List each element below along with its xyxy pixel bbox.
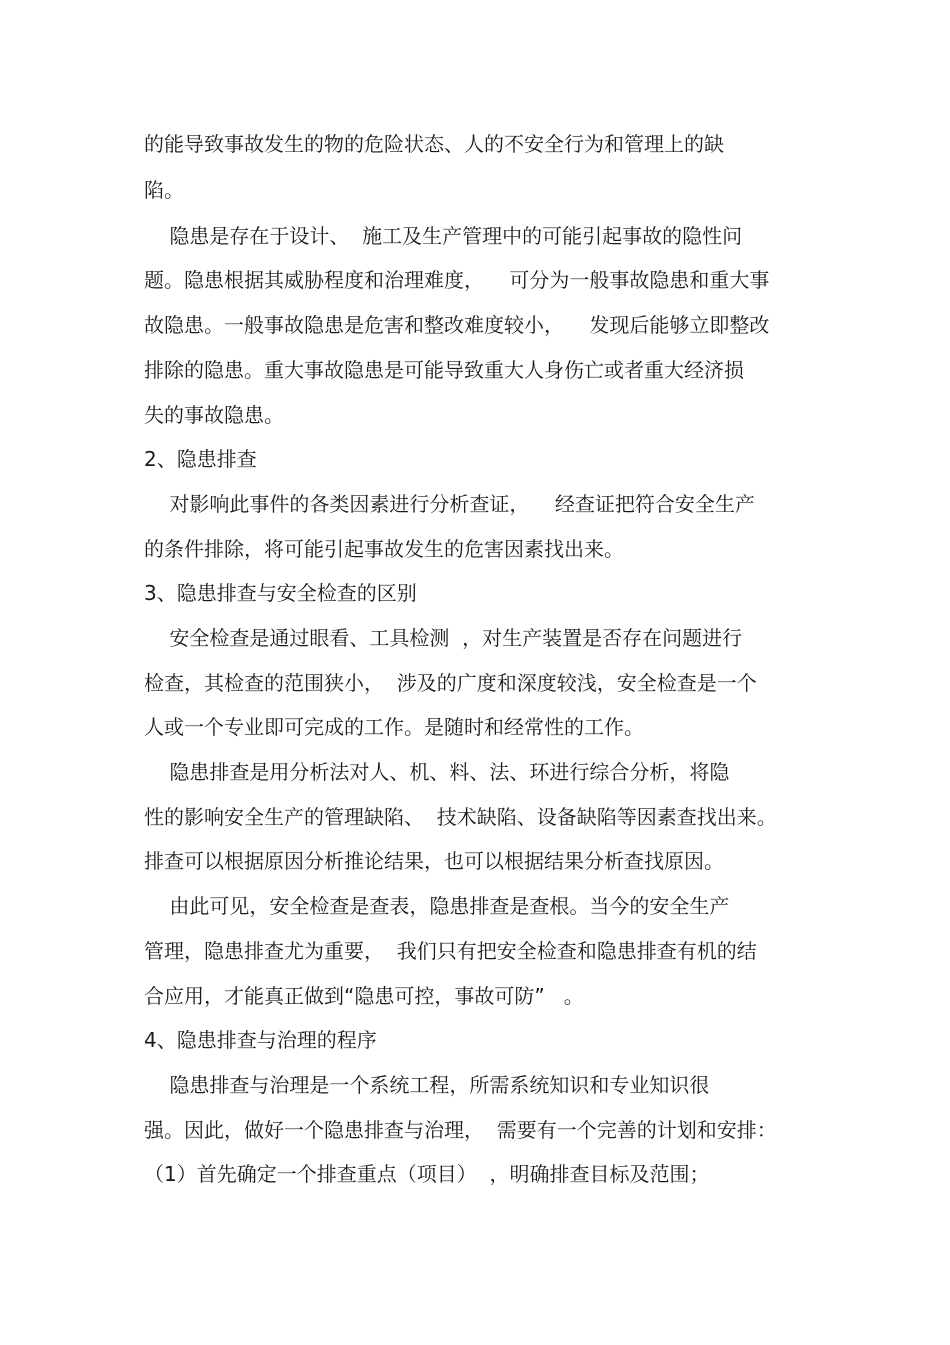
text-line-15: 隐患排查是用分析法对人、机、料、法、环进行综合分析，将隐 — [144, 760, 730, 784]
section-heading-4: 4、隐患排查与治理的程序 — [144, 1028, 377, 1052]
text-line-13: 检查，其检查的范围狭小， 涉及的广度和深度较浅，安全检查是一个 — [144, 671, 757, 695]
text-line-6: 排除的隐患。重大事故隐患是可能导致重大人身伤亡或者重大经济损 — [144, 358, 744, 382]
text-line-2: 陷。 — [144, 178, 184, 202]
text-line-7: 失的事故隐患。 — [144, 403, 284, 427]
text-line-12: 安全检查是通过眼看、工具检测 ，对生产装置是否存在问题进行 — [144, 626, 743, 650]
text-line-4: 题。隐患根据其威胁程度和治理难度， 可分为一般事故隐患和重大事 — [144, 268, 770, 292]
section-heading-2: 2、隐患排查 — [144, 447, 257, 471]
text-line-10: 的条件排除，将可能引起事故发生的危害因素找出来。 — [144, 537, 624, 561]
text-line-3: 隐患是存在于设计、 施工及生产管理中的可能引起事故的隐性问 — [144, 224, 743, 248]
text-line-20: 合应用，才能真正做到“隐患可控，事故可防” 。 — [144, 984, 584, 1008]
text-line-19: 管理，隐患排查尤为重要， 我们只有把安全检查和隐患排查有机的结 — [144, 939, 757, 963]
text-line-9: 对影响此事件的各类因素进行分析查证， 经查证把符合安全生产 — [144, 492, 755, 516]
text-line-23: 强。因此，做好一个隐患排查与治理， 需要有一个完善的计划和安排： — [144, 1118, 777, 1142]
text-line-18: 由此可见，安全检查是查表，隐患排查是查根。当今的安全生产 — [144, 894, 730, 918]
text-line-1: 的能导致事故发生的物的危险状态、人的不安全行为和管理上的缺 — [144, 132, 724, 156]
text-line-16: 性的影响安全生产的管理缺陷、 技术缺陷、设备缺陷等因素查找出来。 — [144, 805, 777, 829]
text-line-14: 人或一个专业即可完成的工作。是随时和经常性的工作。 — [144, 715, 644, 739]
text-line-5: 故隐患。一般事故隐患是危害和整改难度较小， 发现后能够立即整改 — [144, 313, 770, 337]
text-line-22: 隐患排查与治理是一个系统工程，所需系统知识和专业知识很 — [144, 1073, 710, 1097]
section-heading-3: 3、隐患排查与安全检查的区别 — [144, 581, 417, 605]
text-line-24: （1）首先确定一个排查重点（项目） ，明确排查目标及范围； — [144, 1162, 710, 1186]
text-line-17: 排查可以根据原因分析推论结果，也可以根据结果分析查找原因。 — [144, 849, 724, 873]
